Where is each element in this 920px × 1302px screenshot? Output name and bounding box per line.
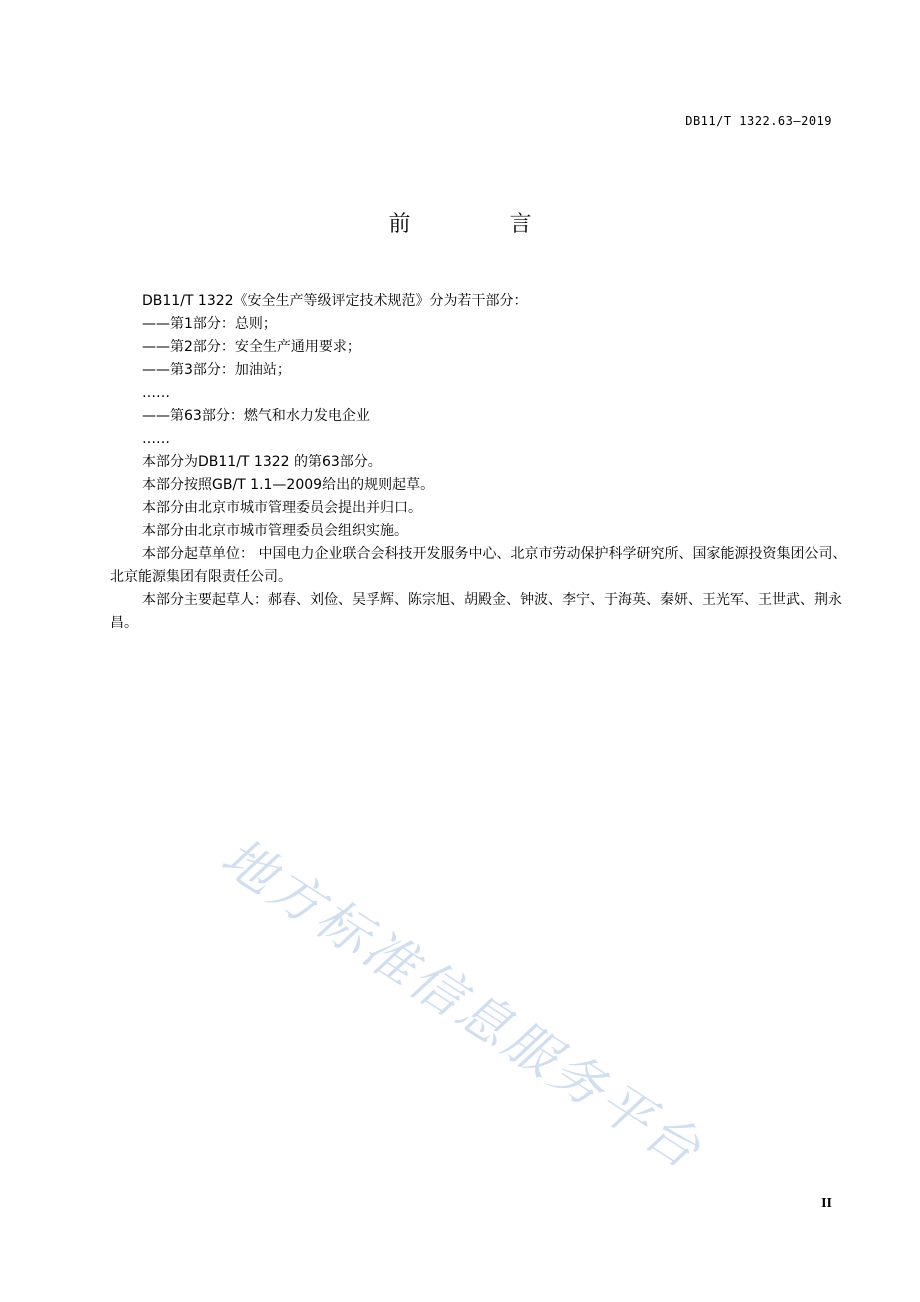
list-ellipsis: …… (142, 431, 170, 447)
list-ellipsis: …… (142, 385, 170, 401)
page-title: 前 言 (388, 212, 578, 237)
list-item-part63: ——第63部分：燃气和水力发电企业 (142, 408, 370, 424)
this-part-paragraph: 本部分为DB11/T 1322 的第63部分。 (142, 454, 382, 470)
watermark: 地方标准信息服务平台 (210, 826, 714, 1183)
page-number: II (821, 1196, 832, 1211)
drafters-paragraph: 本部分主要起草人：郝春、刘俭、吴孚辉、陈宗旭、胡殿金、钟波、李宁、于海英、秦妍、王光军、王世武、荆永昌。 (110, 592, 842, 631)
list-item-part2: ——第2部分：安全生产通用要求； (142, 339, 361, 355)
preface-body (110, 290, 860, 635)
list-item-part1: ——第1部分：总则； (142, 316, 277, 332)
drafting-units-paragraph: 本部分起草单位： 中国电力企业联合会科技开发服务中心、北京市劳动保护科学研究所、国家能源投资集团公司、北京能源集团有限责任公司。 (110, 546, 847, 585)
organized-by-paragraph: 本部分由北京市城市管理委员会组织实施。 (142, 523, 408, 539)
document-code: DB11/T 1322.63—2019 (685, 114, 832, 128)
drafting-rule-paragraph: 本部分按照GB/T 1.1—2009给出的规则起草。 (142, 477, 435, 493)
intro-paragraph: DB11/T 1322《安全生产等级评定技术规范》分为若干部分： (142, 293, 528, 309)
proposed-by-paragraph: 本部分由北京市城市管理委员会提出并归口。 (142, 500, 422, 516)
list-item-part3: ——第3部分：加油站； (142, 362, 291, 378)
